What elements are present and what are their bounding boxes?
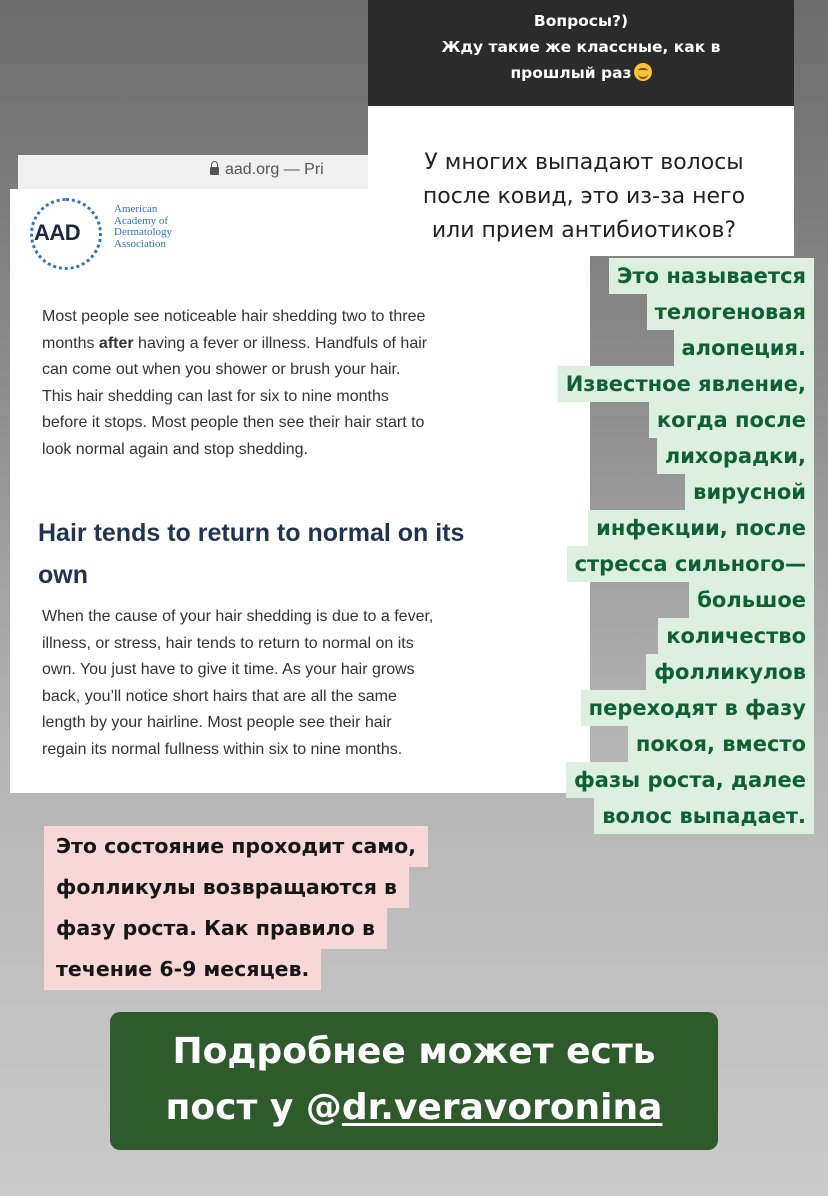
aad-logo-mark: AAD [34,220,81,245]
aad-logo-name-line: Association [114,237,166,250]
article-paragraph-1 [42,304,427,463]
overlay-line: телогеновая [647,294,814,330]
question-line: после ковид, это из-за него [422,184,746,209]
overlay-line: количество [658,618,814,654]
overlay-line: инфекции, после [588,510,814,546]
overlay-line: лихорадки, [657,438,814,474]
heading-line: Hair tends to return to normal on its [38,519,465,547]
lock-icon [210,167,219,175]
question-line: У многих выпадают волосы [424,150,744,175]
heading-line: own [38,561,88,589]
green-explanation-overlay [558,258,814,834]
emphasis-after: after [98,334,134,352]
paragraph-line: When the cause of your hair shedding is due to a fever, [42,608,434,625]
article-paragraph-2 [42,604,433,763]
paragraph-line: regain its normal fullness within six to nine months. [42,740,403,758]
article-heading [38,512,464,596]
overlay-line: переходят в фазу [581,690,814,726]
url-text: aad.org — Pri [210,161,324,179]
overlay-line: волос выпадает. [594,798,814,834]
aad-logo-names [114,204,172,250]
question-line: или прием антибиотиков? [431,218,737,243]
overlay-line: когда после [649,402,814,438]
aad-logo [30,198,210,278]
question-text [378,146,790,248]
paragraph-line: look normal again and stop shedding. [42,440,308,458]
aad-logo-name-line: American [114,203,158,215]
cta-line: пост у @dr.veravoronina [165,1087,663,1128]
mention-link[interactable]: dr.veravoronina [341,1087,663,1128]
overlay-line: алопеция. [674,330,814,366]
paragraph-line: own. You just have to give it time. As your hair grows [42,661,415,678]
overlay-line: Это состояние проходит само, [44,826,428,867]
overlay-line: покоя, вместо [628,726,814,762]
paragraph-line: illness, or stress, hair tends to return to normal on its [42,634,414,652]
overlay-line: вирусной [685,474,814,510]
overlay-line: Известное явление, [558,366,814,402]
paragraph-line: back, you’ll notice short hairs that are all the same [42,687,397,705]
overlay-line: фазу роста. Как правило в [44,908,387,949]
cta-box [110,1012,718,1150]
paragraph-line: Most people see noticeable hair shedding two to three [42,308,426,325]
overlay-line: фолликулов [646,654,814,690]
overlay-line: стресса сильного— [567,546,814,582]
overlay-line: фолликулы возвращаются в [44,867,409,908]
paragraph-line: This hair shedding can last for six to nine months [42,387,389,405]
paragraph-line: months after having a fever or illness. Handfuls of hair [42,334,428,352]
paragraph-line: length by your hairline. Most people see their hair [42,714,392,731]
overlay-line: Это называется [609,258,814,294]
aad-logo-name-line: Dermatology [114,226,173,238]
question-sticker-header [368,0,794,106]
paragraph-line: can come out when you shower or brush your hair. [42,361,401,378]
aad-logo-name-line: Academy of [114,214,169,227]
paragraph-line: before it stops. Most people then see their hair start to [42,414,425,431]
cta-line: Подробнее может есть [172,1031,656,1072]
question-header-line: Жду такие же классные, как в [441,38,721,56]
smiling-face-icon [634,63,652,81]
pink-summary-overlay [44,826,428,990]
question-header-line: Вопросы?) [533,12,629,30]
question-header-line: прошлый раз [368,60,794,86]
overlay-line: большое [689,582,814,618]
overlay-line: фазы роста, далее [566,762,814,798]
overlay-line: течение 6-9 месяцев. [44,949,321,990]
